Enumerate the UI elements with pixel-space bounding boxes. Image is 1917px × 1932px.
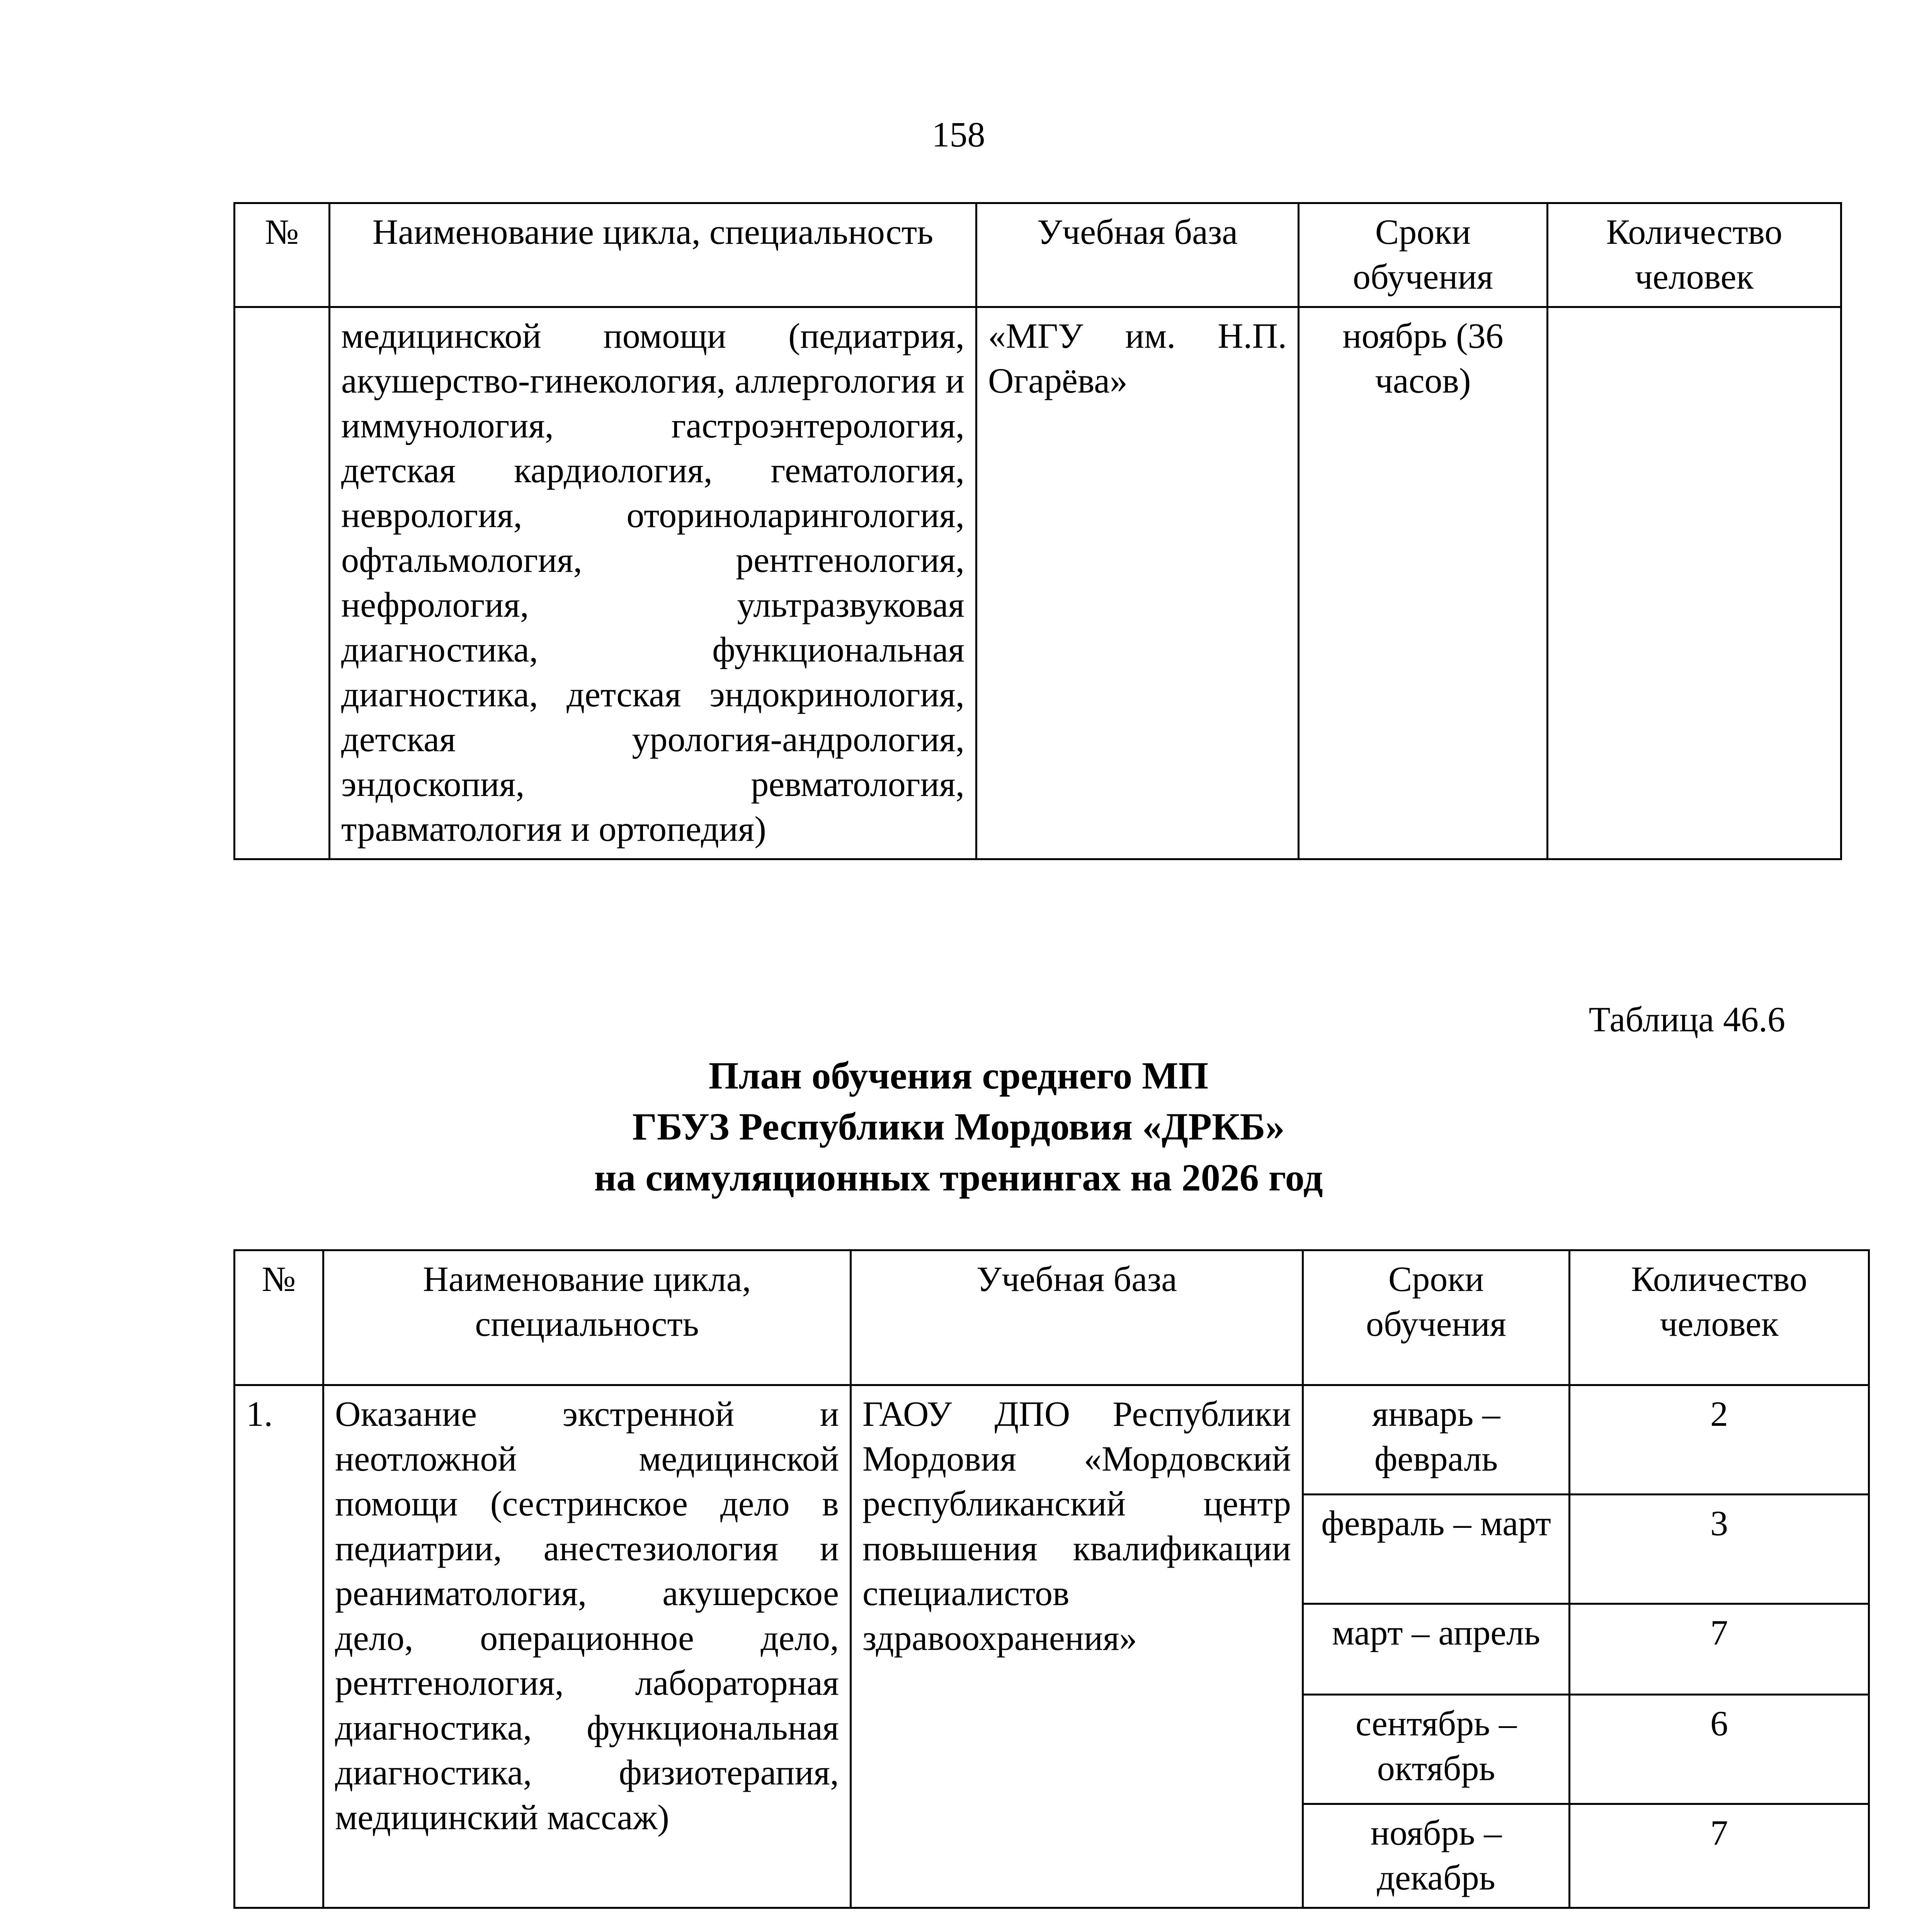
- title-line: План обучения среднего МП: [708, 1054, 1209, 1097]
- cell-term: сентябрь – октябрь: [1303, 1695, 1570, 1804]
- table-header-row: [235, 1250, 1869, 1385]
- header-number: №: [235, 1250, 323, 1385]
- table-label-46-6: Таблица 46.6: [1589, 1000, 1785, 1039]
- header-name: Наименование цикла, специальность: [323, 1250, 851, 1385]
- cell-name: медицинской помощи (педиатрия, акушерство-гинекология, аллергология и иммунология, гастроэнтерология, детская кардиология, гематология, неврология, оториноларингология, офтальмология, рентгенология, нефрология, ультразвуковая диагностика, функциональная диагностика, детская эндокринология, детская урология-андрология, эндоскопия, ревматология, травматология и ортопедия): [330, 307, 976, 859]
- cell-number: 1.: [235, 1385, 323, 1908]
- header-base: Учебная база: [851, 1250, 1303, 1385]
- cell-base: «МГУ им. Н.П. Огарёва»: [976, 307, 1299, 859]
- header-base: Учебная база: [976, 203, 1299, 307]
- cell-count: 3: [1570, 1495, 1869, 1604]
- page-number: 158: [932, 115, 985, 154]
- table-row: [235, 1385, 1869, 1495]
- cell-base: ГАОУ ДПО Республики Мордовия «Мордовский республиканский центр повышения квалификации специалистов здравоохранения»: [851, 1385, 1303, 1908]
- table-46-6: [233, 1249, 1870, 1909]
- cell-term: март – апрель: [1303, 1604, 1570, 1695]
- header-number: №: [235, 203, 330, 307]
- cell-term: ноябрь (36 часов): [1299, 307, 1548, 859]
- header-count: Количество человек: [1570, 1250, 1869, 1385]
- table-header-row: [235, 203, 1841, 307]
- header-count: Количество человек: [1548, 203, 1841, 307]
- title-line: на симуляционных тренингах на 2026 год: [594, 1156, 1323, 1199]
- table-continued: [233, 202, 1842, 860]
- cell-count: [1548, 307, 1841, 859]
- cell-count: 2: [1570, 1385, 1869, 1495]
- cell-term: январь – февраль: [1303, 1385, 1570, 1495]
- cell-count: 7: [1570, 1804, 1869, 1908]
- cell-term: ноябрь – декабрь: [1303, 1804, 1570, 1908]
- cell-count: 7: [1570, 1604, 1869, 1695]
- header-term: Сроки обучения: [1303, 1250, 1570, 1385]
- cell-name: Оказание экстренной и неотложной медицинской помощи (сестринское дело в педиатрии, анестезиология и реаниматология, акушерское дело, операционное дело, рентгенология, лабораторная диагностика, функциональная диагностика, физиотерапия, медицинский массаж): [323, 1385, 851, 1908]
- title-line: ГБУЗ Республики Мордовия «ДРКБ»: [632, 1105, 1285, 1148]
- cell-count: 6: [1570, 1695, 1869, 1804]
- table-title-46-6: [0, 1050, 1917, 1203]
- cell-term: февраль – март: [1303, 1495, 1570, 1604]
- header-name: Наименование цикла, специальность: [330, 203, 976, 307]
- table-row: [235, 307, 1841, 859]
- header-term: Сроки обучения: [1299, 203, 1548, 307]
- cell-number: [235, 307, 330, 859]
